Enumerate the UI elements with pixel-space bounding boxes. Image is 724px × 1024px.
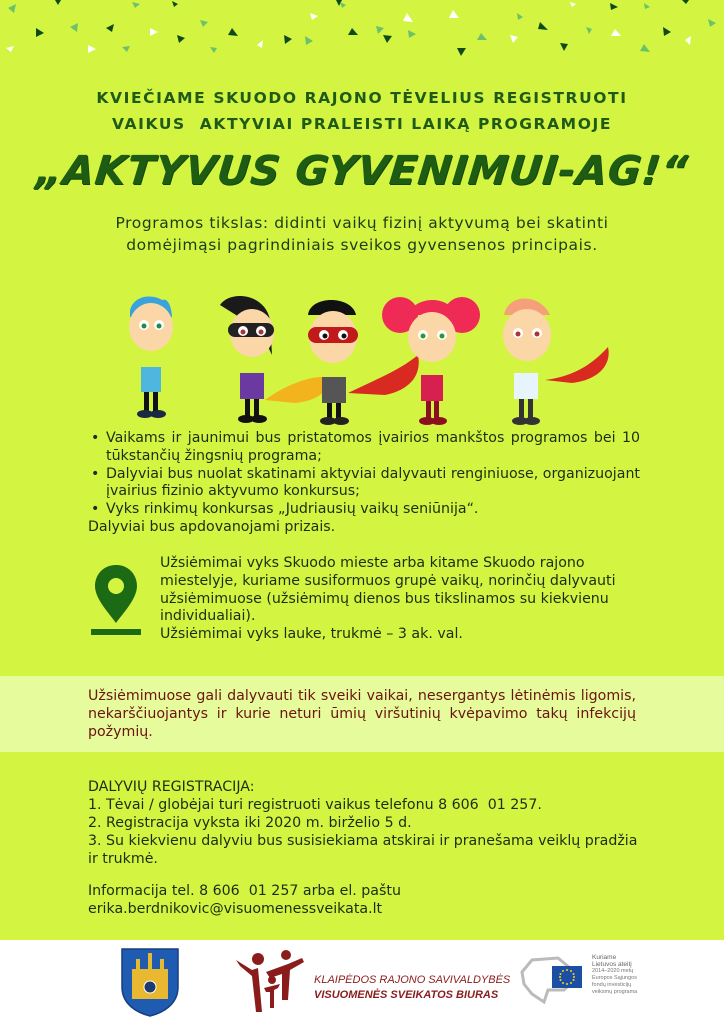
eu-text-line: veiksmų programa: [592, 989, 638, 995]
location-text: Užsiėmimai vyks Skuodo mieste arba kitame Skuodo rajono miestelyje, kuriame susiformuos grupė vaikų, norinčių dalyvauti užsiėmimuose (užsiėmimų dienos bus tikslinamos su kiekvienu individualiai).: [160, 555, 616, 625]
red-cape-2: [545, 347, 609, 383]
registration-step: 1. Tėvai / globėjai turi registruoti vaikus telefonu 8 606 01 257.: [88, 797, 542, 813]
org-name-line-1: KLAIPĖDOS RAJONO SAVIVALDYBĖS: [314, 974, 511, 986]
duration-text: Užsiėmimai vyks lauke, trukmė – 3 ak. val.: [160, 626, 463, 643]
registration-section: [88, 778, 640, 868]
goal-line-1: Programos tikslas: didinti vaikų fizinį aktyvumą bei skatinti: [115, 214, 609, 232]
eu-flag-icon: [552, 966, 582, 988]
confetti-decoration: [0, 0, 724, 60]
eu-text-line: Lietuvos ateitį: [592, 961, 632, 968]
kid-red-mask-boy: [308, 300, 358, 425]
headline-line-2: VAIKUS AKTYVIAI PRALEISTI LAIKĄ PROGRAMOJE: [111, 115, 613, 133]
yellow-cape: [265, 377, 332, 403]
goal-line-2: domėjimąsi pagrindiniais sveikos gyvensenos principais.: [126, 236, 598, 254]
health-warning-text: Užsiėmimuose gali dalyvauti tik sveiki vaikai, nesergantys lėtinėmis ligomis, nekarščiuojantys ir kurie neturi ūmių viršutinių kvėpavimo takų infekcijų požymių.: [88, 688, 636, 740]
program-title: „AKTYVUS GYVENIMUI-AG!“: [33, 148, 691, 194]
eu-funding-text: [592, 954, 652, 996]
registration-title: DALYVIŲ REGISTRACIJA:: [88, 779, 255, 795]
location-section: [88, 555, 640, 645]
bullet-item: • Vaikams ir jaunimui bus pristatomos įvairios mankštos programos bei 10 tūkstančių žingsnių programa;: [88, 430, 640, 466]
kid-orange-hair-boy: [503, 299, 551, 426]
registration-step: 3. Su kiekvienu dalyviu bus susisiekiama atskirai ir pranešama veiklų pradžia ir trukmė.: [88, 833, 638, 867]
contact-phone-line: Informacija tel. 8 606 01 257 arba el. paštu: [88, 883, 401, 899]
org-name-line-2: VISUOMENĖS SVEIKATOS BIURAS: [314, 989, 499, 1001]
kid-ponytail-girl: [220, 296, 274, 423]
prizes-note: Dalyviai bus apdovanojami prizais.: [88, 518, 336, 535]
klaipeda-org-name: [314, 973, 510, 1003]
footer-logos: [0, 940, 724, 1024]
program-activities-list: [88, 430, 640, 537]
bullet-item: • Dalyviai bus nuolat skatinami aktyviai dalyvauti renginiuose, organizuojant įvairius fizinio aktyvumo konkursus;: [88, 466, 640, 502]
contact-info: [88, 882, 640, 918]
headline-line-1: KVIEČIAME SKUODO RAJONO TĖVELIUS REGISTRUOTI: [96, 89, 628, 107]
contact-email[interactable]: erika.berdnikovic@visuomenessveikata.lt: [88, 901, 383, 917]
superhero-kids-illustration: [100, 285, 620, 430]
eu-text-line: 2014–2020 metų: [592, 968, 634, 974]
eu-text-line: Europos Sąjungos: [592, 975, 637, 981]
klaipeda-health-bureau-logo-icon: [232, 950, 312, 1014]
eu-text-line: Kuriame: [592, 954, 617, 961]
bullet-item: • Vyks rinkimų konkursas „Judriausių vaikų seniūnija“.: [88, 501, 640, 519]
kid-blue-hair: [129, 296, 173, 418]
red-cape-1: [348, 355, 419, 395]
skuodas-coat-of-arms-icon: [120, 947, 180, 1017]
kid-red-curly-girl: [382, 297, 480, 425]
program-goal: [60, 212, 664, 256]
map-pin-icon: [91, 563, 141, 635]
eu-text-line: fondų investicijų: [592, 982, 632, 988]
registration-step: 2. Registracija vyksta iki 2020 m. birželio 5 d.: [88, 815, 412, 831]
